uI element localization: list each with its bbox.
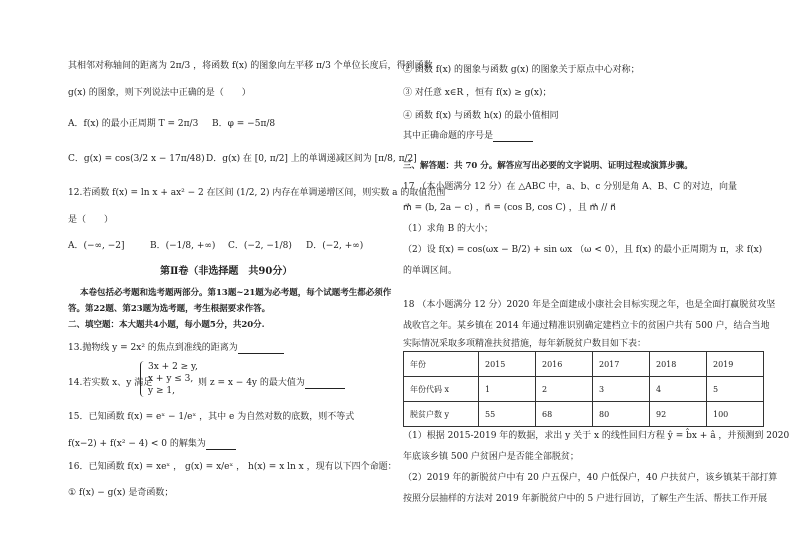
q11-option-c: C．g(x) = cos(3/2 x − 17π/48) (68, 154, 205, 164)
q16-proposition-2: ② 函数 f(x) 的图象与函数 g(x) 的图象关于原点中心对称； (403, 65, 640, 75)
q11-option-d: D．g(x) 在 [0, π/2] 上的单调递减区间为 [π/8, π/2] (206, 154, 417, 164)
table-cell: 2016 (536, 352, 593, 377)
table-cell: 55 (479, 402, 536, 427)
q12-stem-line2: 是（ ） (68, 215, 114, 225)
q18-part2-line1: （2）2019 年的新脱贫户中有 20 户五保户，40 户低保户，40 户扶贫户，该乡镇某干部打算 (403, 473, 778, 483)
q18-part1-line1: （1）根据 2015-2019 年的数据，求出 y 关于 x 的线性回归方程 ŷ = b̂x + â ，并预测到 2020 (403, 431, 790, 441)
q17-part2: （2）设 f(x) = cos(ωx − B/2) + sin ωx （ω < 0），且 f(x) 的最小正周期为 π，求 f(x) (403, 245, 763, 255)
part-two-heading: 第Ⅱ卷（非选择题 共90分） (160, 266, 293, 277)
section-three-heading: 三、解答题：共 70 分。解答应写出必要的文字说明、证明过程或演算步骤。 (403, 161, 693, 171)
q13-text: 13.抛物线 y = 2x² 的焦点到准线的距离为 (68, 343, 238, 353)
q16-answer-prompt: 其中正确命题的序号是 (403, 131, 494, 141)
table-cell: 80 (593, 402, 650, 427)
table-cell: 2 (536, 377, 593, 402)
q15-answer-blank[interactable] (206, 440, 236, 450)
q18-line2: 战收官之年。某乡镇在 2014 年通过精准识别确定建档立卡的贫困户共有 500 户，结合当地 (403, 321, 770, 331)
q11-option-a: A．f(x) 的最小正周期 T = 2π/3 (68, 119, 199, 129)
q14-condition-3: y ≥ 1, (148, 386, 175, 396)
q14-condition-2: x + y ≤ 3, (148, 374, 194, 384)
q17-part1: （1）求角 B 的大小； (403, 224, 494, 234)
q12-option-c: C．(−2, −1/8) (228, 241, 292, 251)
part-two-note-line1: 本卷包括必考题和选考题两部分。第13题~21题为必考题，每个试题考生都必须作 (80, 288, 392, 298)
table-cell: 1 (479, 377, 536, 402)
table-cell: 脱贫户数 y (404, 402, 479, 427)
q16-proposition-1: ① f(x) − g(x) 是奇函数； (68, 488, 174, 498)
q15-line2: f(x−2) + f(x² − 4) < 0 的解集为 (68, 439, 206, 449)
q17-part2-cont: 的单调区间。 (403, 266, 458, 276)
q14-answer-blank[interactable] (305, 379, 345, 389)
part-two-note-line2: 答。第22题、第23题为选考题，考生根据要求作答。 (68, 304, 271, 314)
q18-line3: 实际情况采取多项精准扶贫措施，每年新脱贫户数目如下表： (403, 339, 647, 349)
q16-proposition-4: ④ 函数 f(x) 与函数 h(x) 的最小值相同 (403, 111, 559, 121)
q17-line1: 17 （本小题满分 12 分）在 △ABC 中，a、b、c 分别是角 A、B、C 的对边，向量 (403, 182, 738, 192)
q18-part2-line2: 按照分层抽样的方法对 2019 年新脱贫户中的 5 户进行回访，了解生产生活、帮扶工作开展 (403, 494, 768, 504)
table-cell: 3 (593, 377, 650, 402)
q14-brace (140, 361, 147, 397)
section-two-heading: 二、填空题：本大题共4小题，每小题5分，共20分. (68, 320, 265, 330)
q18-part1-line2: 年底该乡镇 500 户贫困户是否能全部脱贫； (403, 452, 579, 462)
q12-option-b: B．(−1/8, +∞) (150, 241, 216, 251)
table-cell: 5 (707, 377, 764, 402)
poverty-data-table (403, 351, 764, 427)
table-cell: 2019 (707, 352, 764, 377)
q13-line (68, 342, 284, 354)
q13-answer-blank[interactable] (238, 344, 284, 354)
q11-stem-line1: 其相邻对称轴间的距离为 2π/3 ，将函数 f(x) 的图象向左平移 π/3 个单位长度后，得到函数 (68, 61, 433, 71)
table-row (404, 352, 764, 377)
table-cell: 年份 (404, 352, 479, 377)
table-cell: 2018 (650, 352, 707, 377)
q12-option-d: D．(−2, +∞) (306, 241, 364, 251)
q12-option-a: A．(−∞, −2] (68, 241, 125, 251)
table-cell: 2017 (593, 352, 650, 377)
q16-answer-line (403, 130, 533, 142)
table-cell: 4 (650, 377, 707, 402)
table-row (404, 402, 764, 427)
q12-stem-line1: 12.若函数 f(x) = ln x + ax² − 2 在区间 (1/2, 2) 内存在单调递增区间，则实数 a 的取值范围 (68, 188, 446, 198)
q14-condition-1: 3x + 2 ≥ y, (148, 362, 198, 372)
q14-pre: 14.若实数 x、y 满足 (68, 378, 153, 388)
q17-line2: m⃗ = (b, 2a − c) ，n⃗ = (cos B, cos C) ，且 m⃗ // n⃗ (403, 203, 616, 213)
q15-line2-wrap (68, 438, 236, 450)
q15-line1: 15．已知函数 f(x) = eˣ − 1/eˣ ，其中 e 为自然对数的底数，则不等式 (68, 412, 355, 422)
q16-answer-blank[interactable] (493, 132, 533, 142)
q14-post-line (198, 377, 345, 389)
q11-option-b: B．φ = −5π/8 (212, 119, 276, 129)
table-cell: 92 (650, 402, 707, 427)
q14-post: 则 z = x − 4y 的最大值为 (198, 378, 305, 388)
q16-stem: 16．已知函数 f(x) = xeˣ ， g(x) = x/eˣ ， h(x) = x ln x ，现有以下四个命题： (68, 462, 397, 472)
table-cell: 2015 (479, 352, 536, 377)
table-cell: 100 (707, 402, 764, 427)
table-cell: 68 (536, 402, 593, 427)
right-column (397, 0, 794, 560)
q16-proposition-3: ③ 对任意 x∈R ，恒有 f(x) ≥ g(x)； (403, 88, 552, 98)
table-cell: 年份代码 x (404, 377, 479, 402)
q11-stem-line2: g(x) 的图象，则下列说法中正确的是（ ） (68, 88, 251, 98)
q18-line1: 18 （本小题满分 12 分）2020 年是全面建成小康社会目标实现之年，也是全面打赢脱贫攻坚 (403, 300, 776, 310)
table-row (404, 377, 764, 402)
